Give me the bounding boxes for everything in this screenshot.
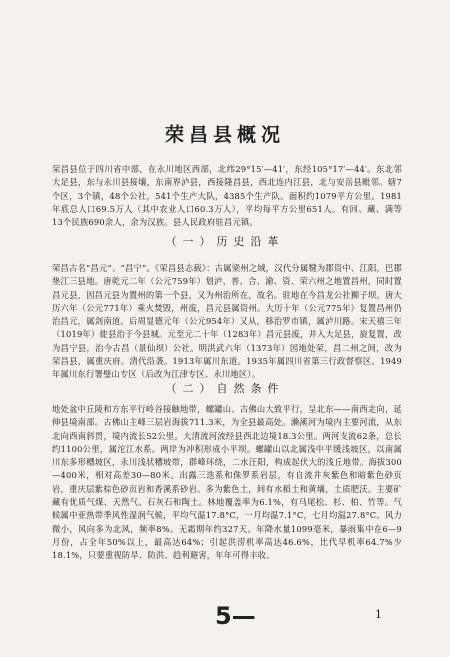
intro-paragraph: 荣昌县位于四川省中部，在永川地区西部，北纬29°15′—41′，东经105°17′—44′。东北邻大足县，东与永川县接壤，东南界泸县，西接隆昌县，西北连内江县，北与安岳县毗邻。辖7个区，3个镇，48个公社，541个生产大队，4385个生产队。面积约1079平方公里。1981年底总人口69.5万人（其中农业人口60.3万人），平均每平方公里651人。有回、藏、满等13个民族690余人，余为汉族。县人民政府驻昌元镇。 [52, 164, 402, 228]
page-title: 荣昌县概况 [164, 124, 285, 146]
handwritten-mark: 5— [215, 602, 256, 630]
section-heading-history: （一）历史沿革 [165, 235, 285, 248]
page-number: 1 [375, 608, 382, 621]
history-paragraph: 荣昌古名“昌元”、“昌宁”。《荣昌县志载》：古属梁州之域，汉代分属犍为郡资中、江阳，巴郡垫江三县地。唐乾元二年（公元759年）划泸、普、合、渝、资、荣六州之地置昌州，同时置昌元县，因昌元县为置州的第一个县，又为州治所在，故名。驻地在今昌龙公社狮子坝。唐大历六年（公元771年）乘火焚毁，州废，昌元县属资州。大历十年（公元775年）复置昌州仍治昌元，属剑南道。后周显德元年（公元954年）又从，移治罗市镇，属泸川路。宋天禧三年（1019年）徙县治于今县城。元至元二十年（1283年）昌元县废，并入大足县，旋复置，改为昌宁县，治今古昌（景仙坝）公社。明洪武六年（1373年）因地处荣，昌二州之间，改为荣昌县，属重庆府。清代沿袭。1913年属川东道。1935年属四川省第三行政督察区。1949年属川东行署璧山专区（后改为江津专区、永川地区）。 [52, 263, 402, 380]
section-heading-nature: （二）自然条件 [165, 382, 285, 395]
nature-paragraph: 地处盆中丘陵和方东平行岭谷接触地带，螺罐山、古佛山大致平行，呈北东——南西走向，延伸县境南部。古佛山主峰三层岩海拔711.3米，为全县最高处。濑溪河为境内主要河流，从东北向西南斜贯，境内流长52公里。大清流河流经县西北边境18.3公里。两河支流62条，总长约1100公里，属沱江水系。两岸为冲积形成小平坝。螺罐山以北属浅中平缓浅坡区，以南属川东多形槽坡区，永川浅状槽坡带，群峰环绕，二水汪阳，构成起伏大的浅丘地带。海拔300—400米，相对高差30—80米。出露三迭系和侏罗系岩层，有自流井灰紫色和暗紫色砂页岩，重庆层紫棕色砂页岩和香溪系砂岩。多为紫色土，间有水稻土和黄壤，土质肥沃。主要矿藏有优质气煤、天然气、石灰石和陶土。林地覆盖率为6.1%，有马尾松、杉、柏、竹等。气候属中亚热带季风性湿润气候，平均气温17.8°C，一月均温7.1°C，七月均温27.8°C。风力微小，风向多为北风，频率8%。无霜期年约327天。年降水量1099毫米，暴雨集中在6—9月份，占全年50%以上，最高达64%；引起洪涝机率高达46.6%，比代早机率64.7%少18.1%，只要重视防旱、防洪、趋利避害，年年可得丰收。 [52, 404, 402, 561]
